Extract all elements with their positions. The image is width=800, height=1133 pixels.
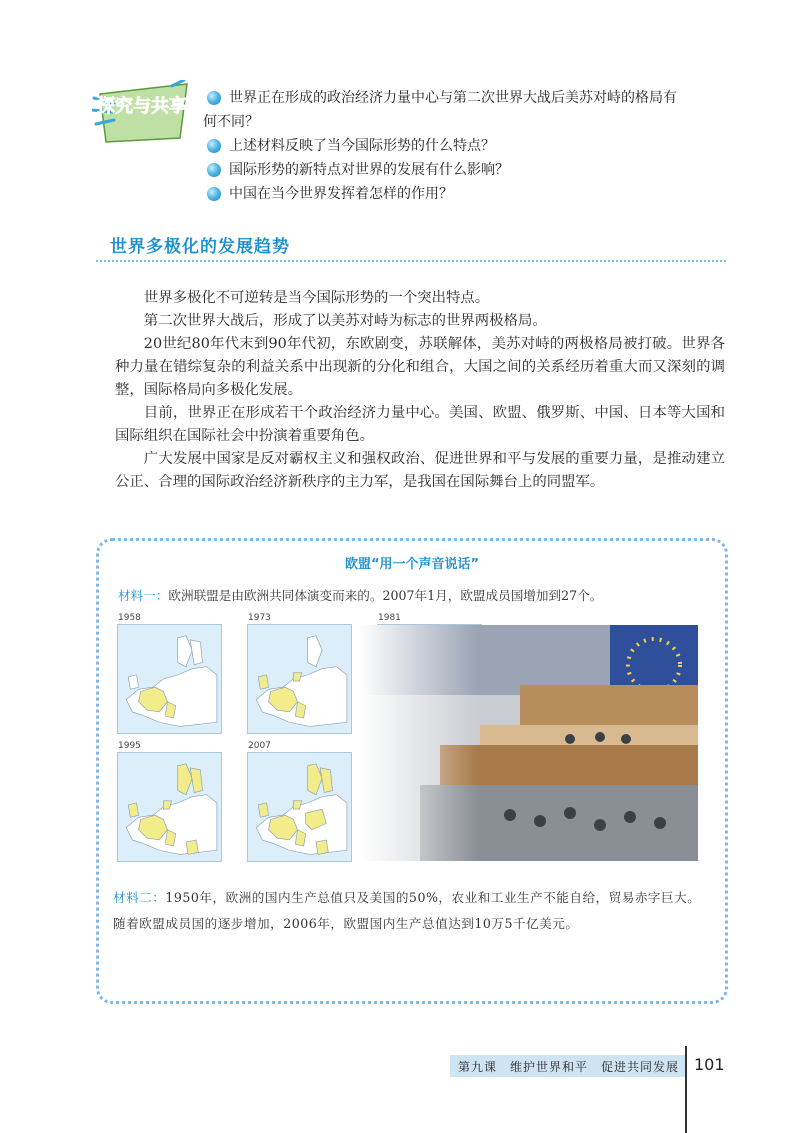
footer-rule bbox=[685, 1046, 687, 1133]
section-title: 世界多极化的发展趋势 bbox=[110, 237, 290, 257]
bullet-icon bbox=[207, 187, 221, 201]
europe-map-1995 bbox=[117, 752, 222, 862]
question-text: 中国在当今世界发挥着怎样的作用？ bbox=[229, 186, 453, 202]
question-item bbox=[203, 134, 733, 158]
badge-text-top: 探究与共享 bbox=[97, 96, 187, 117]
explore-question-list bbox=[203, 86, 733, 206]
bullet-icon bbox=[207, 91, 221, 105]
paragraph: 世界多极化不可逆转是当今国际形势的一个突出特点。 bbox=[143, 290, 490, 306]
bullet-icon bbox=[207, 163, 221, 177]
page-number: 101 bbox=[694, 1055, 725, 1074]
material-two-text: 1950年，欧洲的国内生产总值只及美国的50%，农业和工业生产不能自给，贸易赤字巨大。随着欧盟成员国的逐步增加，2006年，欧盟国内生产总值达到10万5千亿美元。 bbox=[113, 890, 701, 931]
question-item bbox=[203, 86, 733, 134]
material-one-text: 欧洲联盟是由欧洲共同体演变而来的。2007年1月，欧盟成员国增加到27个。 bbox=[168, 588, 603, 603]
question-text: 世界正在形成的政治经济力量中心与第二次世界大战后美苏对峙的格局有 bbox=[229, 90, 677, 106]
europe-map-2007 bbox=[247, 752, 352, 862]
map-year-label: 1995 bbox=[118, 741, 141, 751]
material-two-label: 材料二： bbox=[113, 890, 166, 905]
map-year-label: 1958 bbox=[118, 613, 141, 623]
paragraph: 第二次世界大战后，形成了以美苏对峙为标志的世界两极格局。 bbox=[143, 313, 547, 329]
question-text: 上述材料反映了当今国际形势的什么特点？ bbox=[229, 138, 495, 154]
question-text: 国际形势的新特点对世界的发展有什么影响？ bbox=[229, 162, 509, 178]
material-two bbox=[113, 885, 713, 937]
question-item bbox=[203, 158, 733, 182]
paragraph: 广大发展中国家是反对霸权主义和强权政治、促进世界和平与发展的重要力量，是推动建立公正、合理的国际政治经济新秩序的主力军，是我国在国际舞台上的同盟军。 bbox=[115, 451, 725, 490]
material-box-title: 欧盟“用一个声音说话” bbox=[344, 557, 480, 572]
paragraph: 20世纪80年代末到90年代初，东欧剧变，苏联解体，美苏对峙的两极格局被打破。世界各种力量在错综复杂的利益关系中出现新的分化和组合，大国之间的关系经历着重大而又深刻的调整，国际格局向多极化发展。 bbox=[115, 336, 725, 398]
material-one bbox=[118, 585, 718, 604]
map-year-label: 1973 bbox=[248, 613, 271, 623]
footer-lesson-title: 第九课 维护世界和平 促进共同发展 bbox=[458, 1060, 680, 1074]
section-divider bbox=[96, 260, 726, 262]
eu-parliament-photo bbox=[360, 625, 698, 861]
explore-share-badge bbox=[92, 80, 192, 146]
europe-map-1973 bbox=[247, 624, 352, 734]
bullet-icon bbox=[207, 139, 221, 153]
paragraph: 目前，世界正在形成若干个政治经济力量中心。美国、欧盟、俄罗斯、中国、日本等大国和国际组织在国际社会中扮演着重要角色。 bbox=[115, 405, 725, 444]
europe-map-1958 bbox=[117, 624, 222, 734]
question-text-cont: 何不同？ bbox=[203, 114, 259, 130]
map-year-label: 2007 bbox=[248, 741, 271, 751]
map-year-label: 1981 bbox=[378, 613, 401, 623]
body-text bbox=[115, 287, 725, 494]
question-item bbox=[203, 182, 733, 206]
material-one-label: 材料一： bbox=[118, 588, 169, 603]
